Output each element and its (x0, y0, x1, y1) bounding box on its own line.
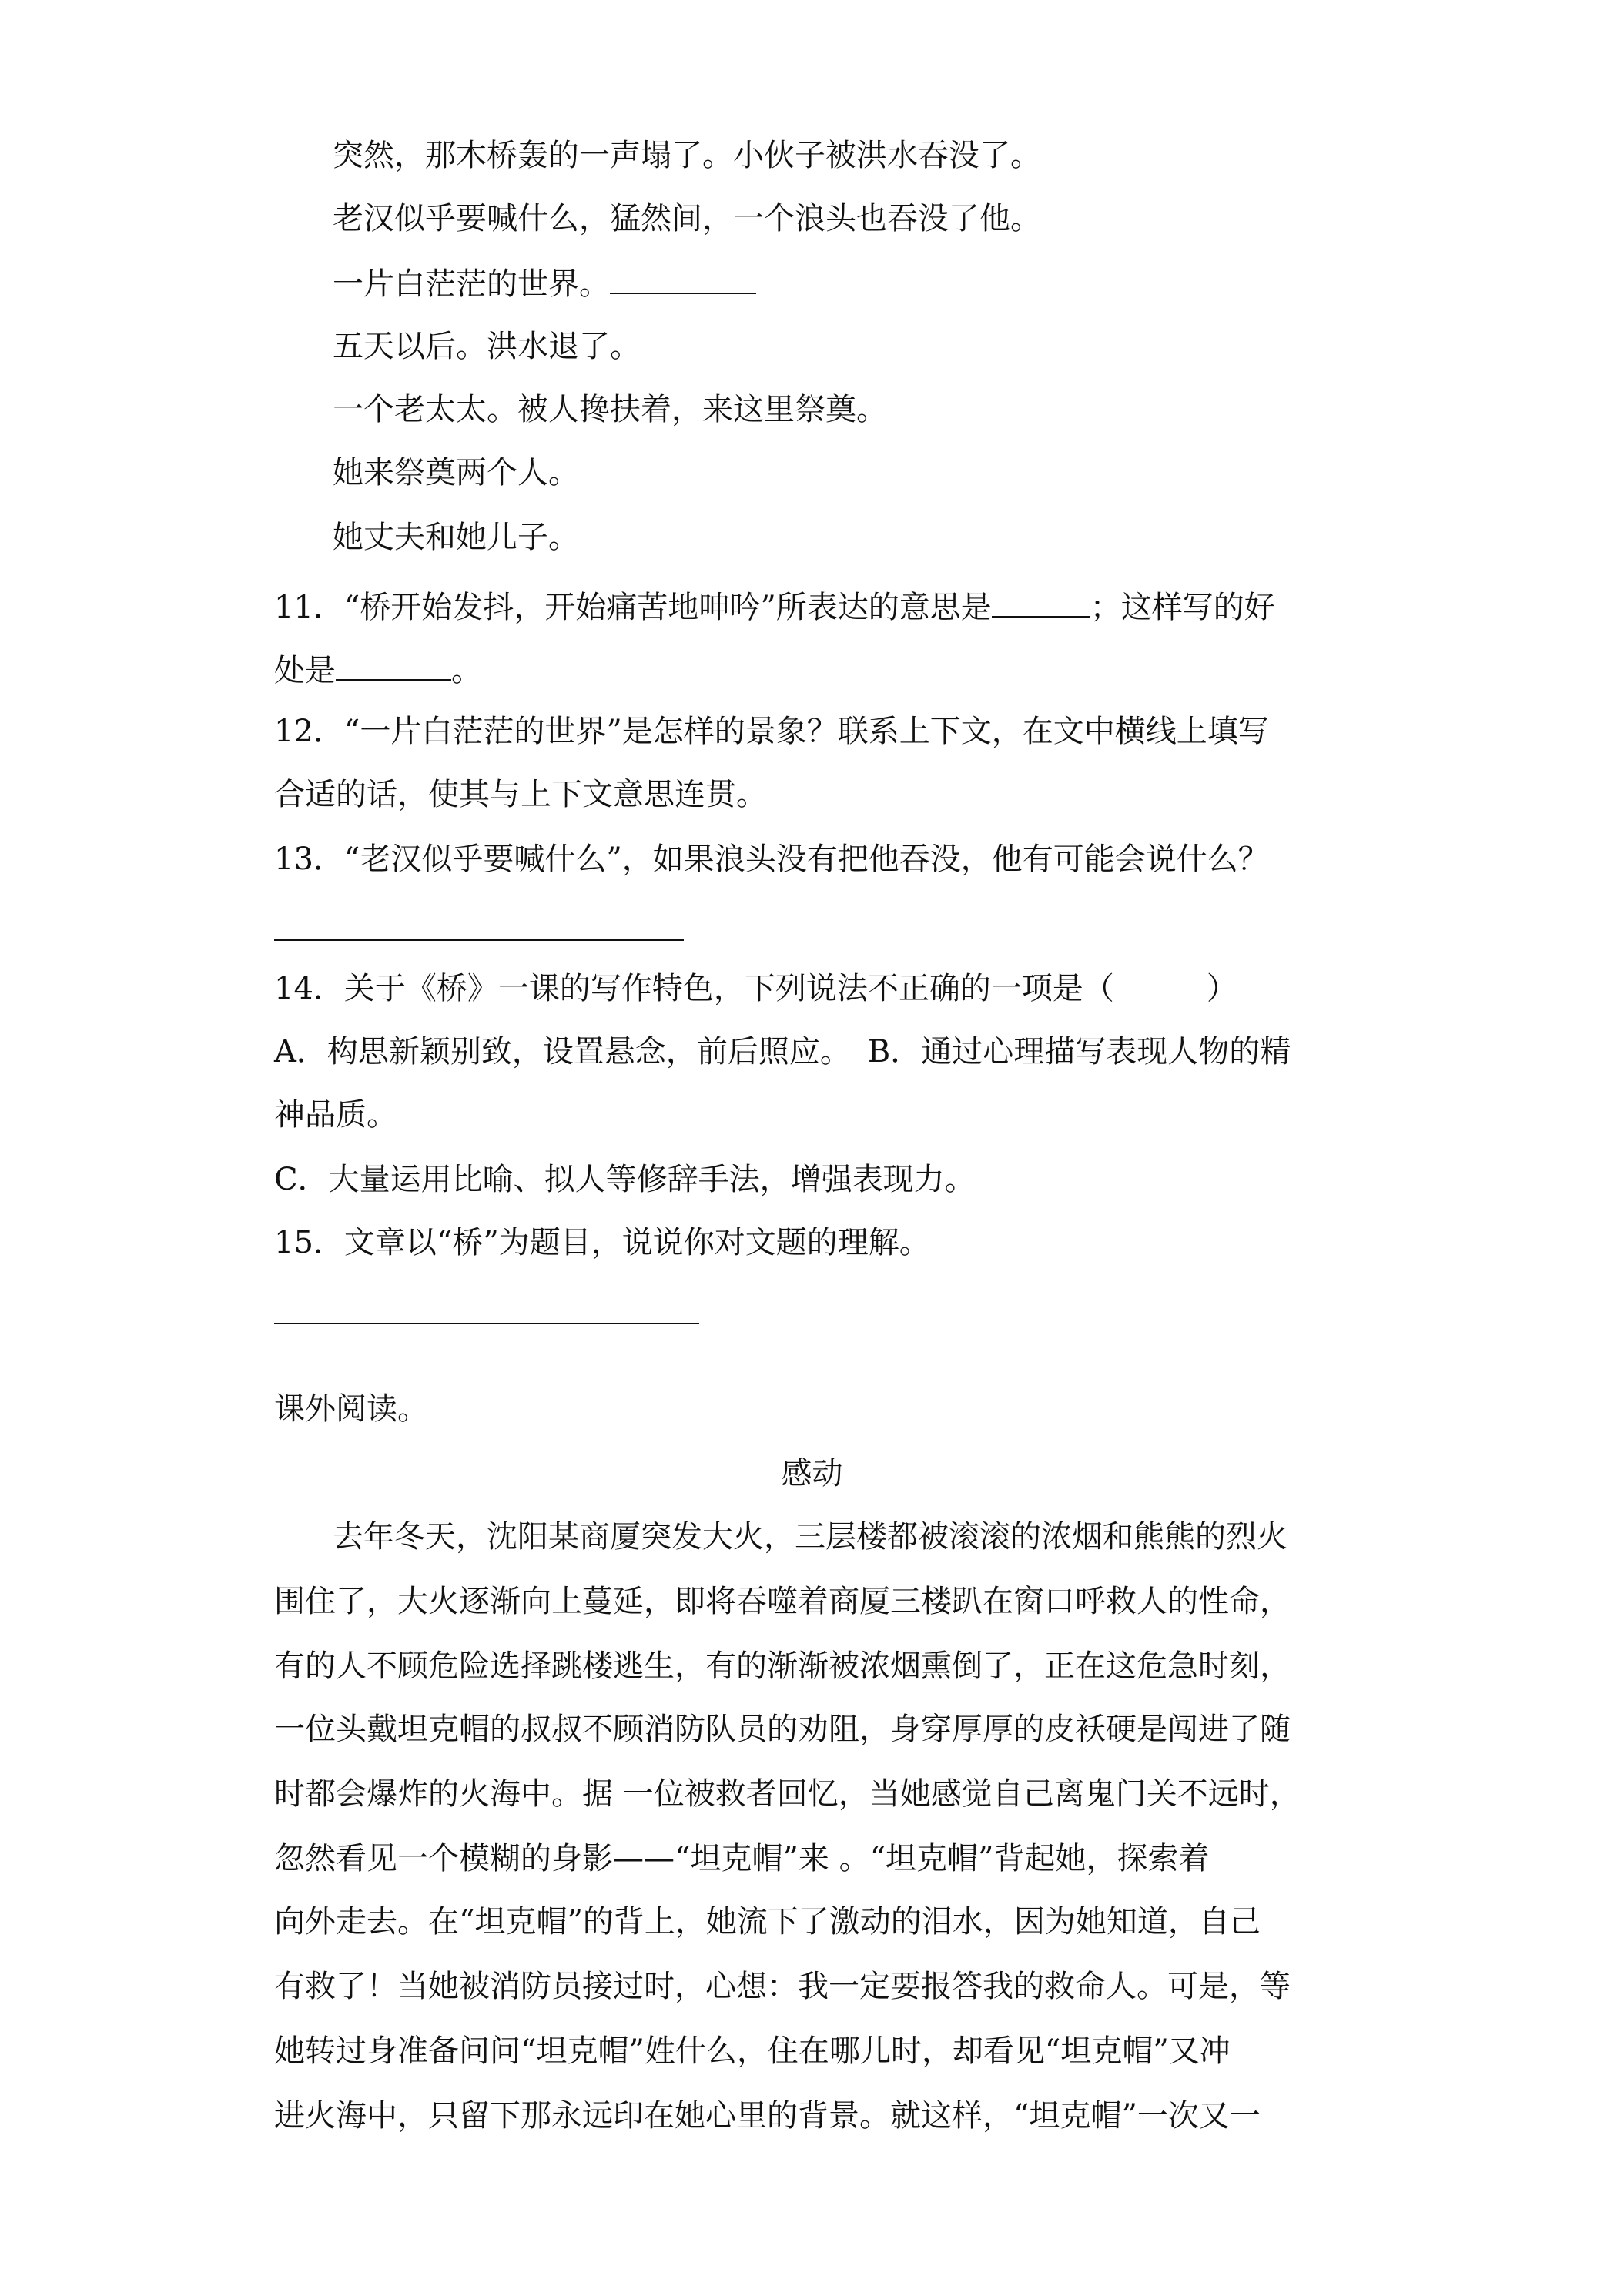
question-15-line-1: 15．文章以“桥”为题目，说说你对文题的理解。 (274, 1225, 930, 1260)
question-11-line-2 (274, 648, 482, 691)
option-b[interactable]: B．通过心理描写表现人物的精 (867, 1034, 1291, 1069)
story-line-6: 她来祭奠两个人。 (333, 455, 579, 490)
question-11-end: 。 (451, 653, 482, 688)
answer-blank-q11-benefit[interactable] (336, 648, 451, 681)
extra-reading-heading: 课外阅读。 (274, 1391, 428, 1427)
story-line-3 (333, 262, 756, 304)
option-a[interactable]: A．构思新颖别致，设置悬念，前后照应。 (274, 1034, 851, 1069)
passage-line-2: 围住了，大火逐渐向上蔓延，即将吞噬着商厦三楼趴在窗口呼救人的性命， (274, 1584, 1291, 1619)
passage-line-6: 忽然看见一个模糊的身影——“坦克帽”来 。“坦克帽”背起她，探索着 (274, 1841, 1210, 1876)
question-14-options-ab (274, 1032, 1291, 1072)
answer-line-q13[interactable] (274, 939, 684, 941)
story-line-7: 她丈夫和她儿子。 (333, 520, 579, 555)
question-11-text-2: 处是 (274, 653, 336, 688)
story-line-4: 五天以后。洪水退了。 (333, 329, 641, 364)
story-line-3-text: 一片白茫茫的世界。 (333, 266, 610, 302)
story-line-2: 老汉似乎要喊什么，猛然间，一个浪头也吞没了他。 (333, 201, 1041, 236)
story-line-1: 突然，那木桥轰的一声塌了。小伙子被洪水吞没了。 (333, 138, 1041, 173)
question-14-close: ） (1206, 971, 1237, 1006)
passage-line-1: 去年冬天，沈阳某商厦突发大火，三层楼都被滚滚的浓烟和熊熊的烈火 (333, 1519, 1287, 1555)
option-c[interactable]: C．大量运用比喻、拟人等修辞手法，增强表现力。 (274, 1162, 976, 1197)
question-11-tail: ；这样写的好 (1090, 590, 1275, 625)
passage-line-8: 有救了！当她被消防员接过时，心想：我一定要报答我的救命人。可是，等 (274, 1969, 1291, 2004)
answer-line-q15[interactable] (274, 1323, 699, 1324)
question-12-line-2: 合适的话，使其与上下文意思连贯。 (274, 777, 767, 812)
passage-title: 感动 (781, 1456, 843, 1491)
question-11-text: 11．“桥开始发抖，开始痛苦地呻吟”所表达的意思是 (274, 590, 992, 625)
question-11-line-1 (274, 585, 1275, 628)
story-line-5: 一个老太太。被人搀扶着，来这里祭奠。 (333, 392, 887, 427)
passage-line-7: 向外走去。在“坦克帽”的背上，她流下了激动的泪水，因为她知道，自己 (274, 1904, 1261, 1940)
passage-line-9: 她转过身准备问问“坦克帽”姓什么，住在哪儿时，却看见“坦克帽”又冲 (274, 2033, 1231, 2069)
passage-line-3: 有的人不顾危险选择跳楼逃生，有的渐渐被浓烟熏倒了，正在这危急时刻， (274, 1648, 1291, 1684)
answer-blank-q11-meaning[interactable] (992, 585, 1090, 618)
option-b-continued: 神品质。 (274, 1097, 397, 1133)
passage-line-5: 时都会爆炸的火海中。据 一位被救者回忆，当她感觉自己离鬼门关不远时， (274, 1776, 1301, 1812)
question-12-line-1: 12．“一片白茫茫的世界”是怎样的景象？联系上下文，在文中横线上填写 (274, 714, 1269, 749)
passage-line-4: 一位头戴坦克帽的叔叔不顾消防队员的劝阻，身穿厚厚的皮袄硬是闯进了随 (274, 1712, 1291, 1747)
question-13-line-1: 13．“老汉似乎要喊什么”，如果浪头没有把他吞没，他有可能会说什么？ (274, 842, 1269, 877)
question-14-text: 14．关于《桥》一课的写作特色，下列说法不正确的一项是（ (274, 971, 1114, 1006)
question-14-line-1 (274, 969, 1237, 1009)
fill-blank-q12[interactable] (610, 262, 756, 294)
passage-line-10: 进火海中，只留下那永远印在她心里的背景。就这样，“坦克帽”一次又一 (274, 2098, 1261, 2134)
